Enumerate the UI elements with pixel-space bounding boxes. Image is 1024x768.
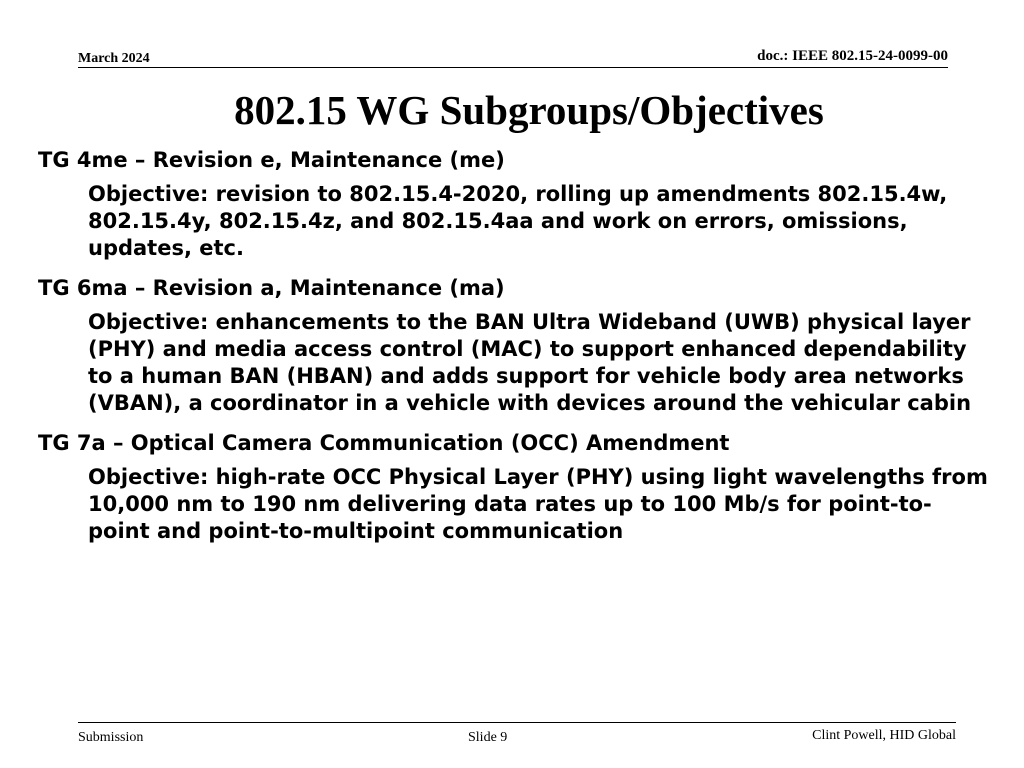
section-objective: Objective: high-rate OCC Physical Layer (PHY) using light wavelengths from 10,000 nm to 190 nm delivering data rates up to 100 Mb/s for point-to-point and point-to-multipoint communication: [88, 465, 988, 543]
section-tg4me: [38, 146, 988, 262]
footer-author: Clint Powell, HID Global: [812, 728, 956, 743]
header-divider: [78, 67, 948, 68]
header-date: March 2024: [78, 51, 150, 66]
section-objective: Objective: enhancements to the BAN Ultra Wideband (UWB) physical layer (PHY) and media access control (MAC) to support enhanced dependability to a human BAN (HBAN) and adds support for vehicle body area networks (VBAN), a coordinator in a vehicle with devices around the vehicular cabin: [88, 310, 972, 415]
footer-submission: Submission: [78, 730, 144, 745]
section-heading: TG 7a – Optical Camera Communication (OCC) Amendment: [38, 431, 730, 455]
section-heading: TG 6ma – Revision a, Maintenance (ma): [38, 276, 505, 300]
section-heading: TG 4me – Revision e, Maintenance (me): [38, 148, 505, 172]
section-tg6ma: [38, 274, 988, 417]
section-tg7a: [38, 429, 988, 545]
footer-divider: [78, 722, 956, 723]
footer-slide-number: Slide 9: [468, 730, 508, 745]
header-doc-id: doc.: IEEE 802.15-24-0099-00: [757, 48, 948, 64]
slide-title: 802.15 WG Subgroups/Objectives: [234, 87, 824, 133]
section-objective: Objective: revision to 802.15.4-2020, rolling up amendments 802.15.4w, 802.15.4y, 802.15.4z, and 802.15.4aa and work on errors, omissions, updates, etc.: [88, 182, 948, 260]
slide-body: [38, 146, 988, 545]
